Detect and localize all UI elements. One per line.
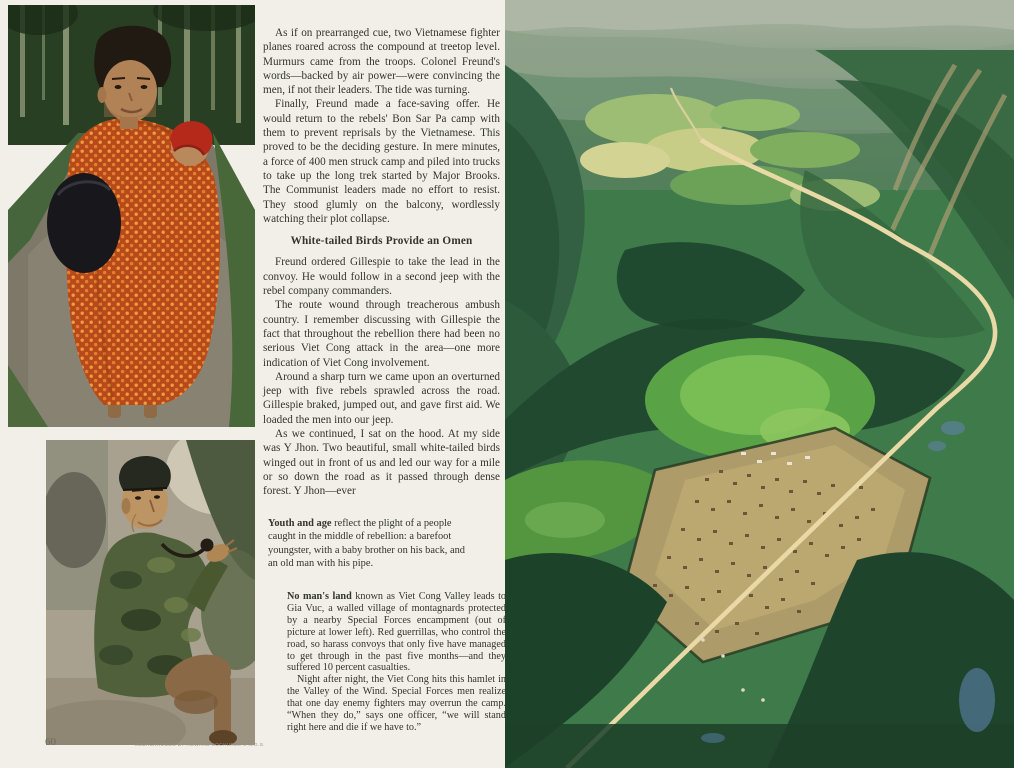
- caption-lead: No man's land: [287, 591, 352, 602]
- article-paragraph: As if on prearranged cue, two Vietnamese fighter planes roared across the compound at treetop level. Murmurs came from the troops. Colonel Freund's words—backed by air power—were convincing the men, if not their leaders. The tide was turning.: [263, 27, 500, 97]
- aerial-photo-illustration: [505, 0, 1014, 768]
- caption-text-continued: Night after night, the Viet Cong hits this hamlet in the Valley of the Wind. Special Forces men realize that one day enemy fighters may overrun the camp. “When they do,” says one officer, “we will stand right here and die if we have to.”: [287, 674, 506, 733]
- caption-no-mans-land: [287, 591, 506, 734]
- photo-credit-line: KODACHROMES BY HOWARD SOCHUREK © N.G.S.: [134, 742, 265, 747]
- boy-photo-illustration: [8, 5, 255, 427]
- article-text-column: [263, 26, 500, 499]
- photo-boy-with-baby: [8, 5, 255, 427]
- photo-aerial-viet-cong-valley: [505, 0, 1014, 768]
- caption-lead: Youth and age: [268, 518, 332, 529]
- article-paragraph: Freund ordered Gillespie to take the lead in the convoy. He would follow in a second jeep with the rebel company commanders.: [263, 256, 500, 298]
- photo-old-man-with-pipe: [46, 440, 255, 745]
- article-paragraph: Around a sharp turn we came upon an overturned jeep with five rebels sprawled across the road. Gillespie braked, jumped out, and gave first aid. We loaded the men into our jeep.: [263, 370, 500, 426]
- caption-youth-and-age: [268, 517, 476, 571]
- caption-text: known as Viet Cong Valley leads to Gia Vuc, a walled village of montagnards protected by a nearby Special Forces encampment (out of picture at lower left). Red guerrillas, who control the road, so harass convoys that only five have managed to get through in the past five months—and they suffered 10 percent casualties.: [287, 591, 507, 674]
- old-man-photo-illustration: [46, 440, 255, 745]
- article-paragraph: Finally, Freund made a face-saving offer. He would return to the rebels' Bon Sar Pa camp with them to prevent reprisals by the Vietnamese. This proved to be the deciding gesture. In mere minutes, a force of 400 men struck camp and piled into trucks to take up the long trek started by Major Brooks. The Communist leaders made no effort to resist. They stood glumly on the balcony, wordlessly watching their plot collapse.: [263, 98, 500, 225]
- caption-text: reflect the plight of a people caught in the middle of rebellion: a barefoot youngster, with a baby brother on his back, and an old man with his pipe.: [268, 518, 465, 570]
- article-paragraph: As we continued, I sat on the hood. At my side was Y Jhon. Two beautiful, small white-tailed birds winged out in front of us and led our way for a mile or so down the road as it passed through dense forest. Y Jhon—ever: [263, 428, 500, 498]
- article-paragraph: The route wound through treacherous ambush country. I remember discussing with Gillespie the fact that throughout the rebellion there had been no serious Viet Cong attack in the area—one more indication of Viet Cong involvement.: [263, 299, 500, 369]
- article-subheading: White-tailed Birds Provide an Omen: [290, 235, 473, 248]
- page-number: 60: [45, 736, 56, 748]
